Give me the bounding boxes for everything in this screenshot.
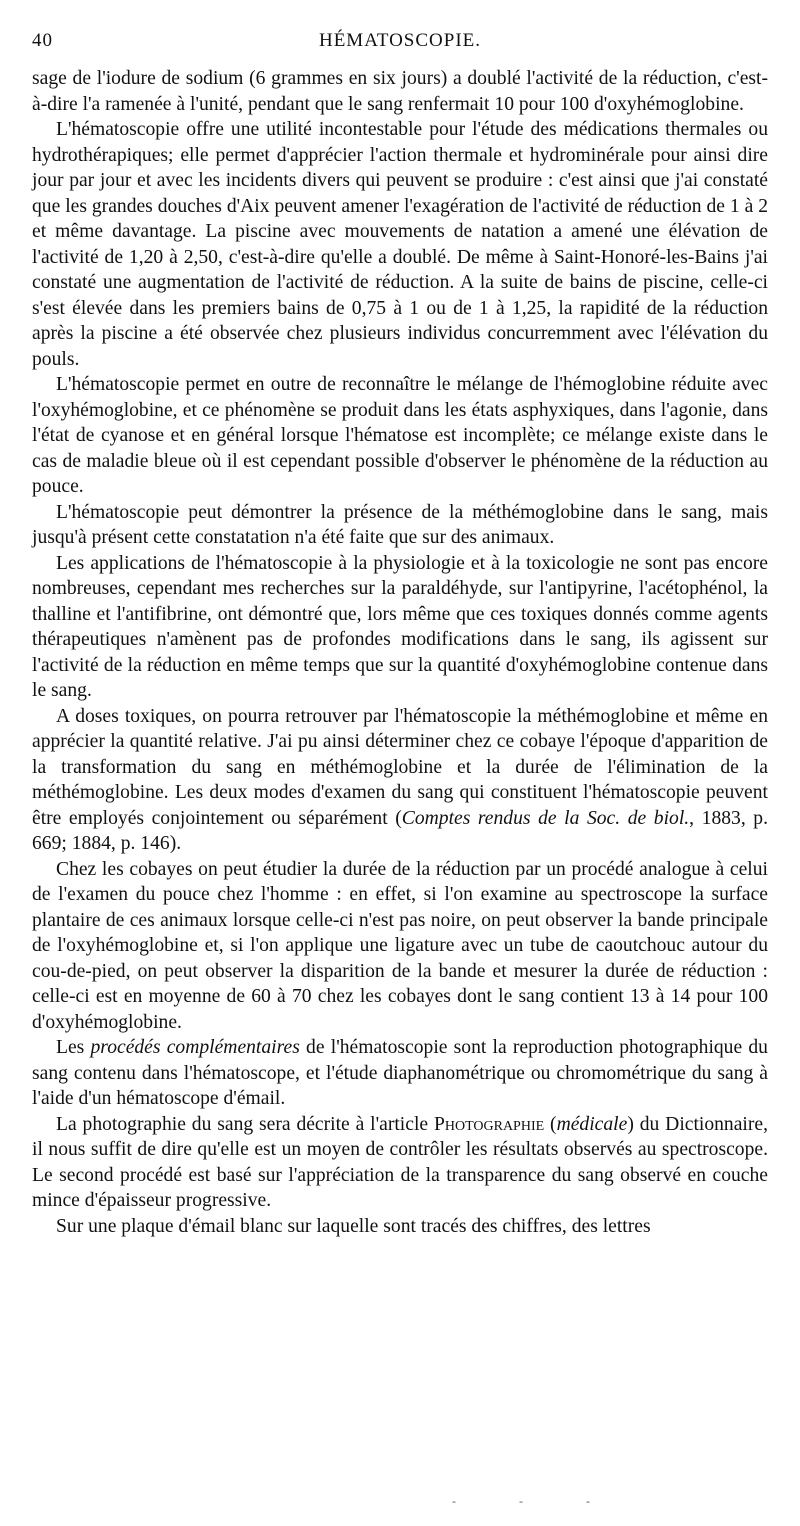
cross-reference-article: Photographie xyxy=(433,1113,545,1135)
emphasis-term: médicale xyxy=(556,1113,628,1135)
paragraph-cobayes xyxy=(32,857,768,1036)
paragraph-text: , 1883, p. 669; 1884, p. 146). xyxy=(32,807,768,854)
paragraph-procedes-complementaires xyxy=(32,1035,768,1112)
citation-title: Comptes rendus de la Soc. de biol. xyxy=(401,807,690,829)
paragraph-text: La photographie du sang sera décrite à l'article xyxy=(56,1113,434,1135)
footer-marks: - - - xyxy=(452,1494,620,1508)
page xyxy=(32,30,768,1239)
running-head xyxy=(32,30,768,60)
page-number: 40 xyxy=(32,30,53,51)
paragraph-text: L'hématoscopie permet en outre de reconnaître le mélange de l'hémoglobine réduite avec l'oxyhémoglobine, et ce phénomène se produit dans les états asphyxiques, dans l'agonie, dans l'état de cyanose et en général lorsque l'hématose est incomplète; ce mélange existe dans le cas de maladie bleue où il est cependant possible d'observer le phénomène de la réduction au pouce. xyxy=(32,374,768,497)
paragraph-text: Les xyxy=(56,1037,91,1058)
paragraph-text: Sur une plaque d'émail blanc sur laquelle sont tracés des chiffres, des lettres xyxy=(56,1215,651,1237)
emphasis-term: procédés complémentaires xyxy=(90,1037,300,1058)
paragraph-methemoglobine xyxy=(32,500,768,551)
paragraph-melange-hemoglobine xyxy=(32,372,768,500)
paragraph-text: L'hématoscopie offre une utilité incontestable pour l'étude des médications thermales ou hydrothérapiques; elle permet d'apprécier l'action thermale et hydrominérale pour ainsi dire jour par jour et avec les incidents divers qui peuvent se produire : c'est ainsi que j'ai constaté que les grandes douches d'Aix peuvent amener l'exagération de l'activité de réduction de 1 à 2 et même davantage. La piscine avec mouvements de natation a amené une élévation de l'activité de 1,20 à 2,50, c'est-à-dire qu'elle a doublé. De même à Saint-Honoré-les-Bains j'ai constaté une augmentation de l'activité de réduction. A la suite de bains de piscine, celle-ci s'est élevée dans les premiers bains de 0,75 à 1 ou de 1 à 1,25, la rapidité de la réduction après la piscine a été observée chez plusieurs individus concurremment avec l'élévation du pouls. xyxy=(32,119,768,370)
paragraph-text: A doses toxiques, on pourra retrouver par l'hématoscopie la méthémoglobine et même en apprécier la quantité relative. J'ai pu ainsi déterminer chez ce cobaye l'époque d'apparition de la transformation du sang en méthémoglobine et la durée de l'élimination de la méthémoglobine. Les deux modes d'examen du sang qui constituent l'hématoscopie peuvent être employés conjointement ou séparément ( xyxy=(32,705,768,829)
paragraph-iodure-continued xyxy=(32,66,768,117)
paragraph-medications-thermales xyxy=(32,117,768,372)
paragraph-text: ( xyxy=(544,1113,557,1135)
paragraph-toxicologie xyxy=(32,551,768,704)
paragraph-photographie xyxy=(32,1112,768,1214)
paragraph-text: sage de l'iodure de sodium (6 grammes en six jours) a doublé l'activité de la réduction, c'est-à-dire l'a ramenée à l'unité, pendant que le sang renfermait 10 pour 100 d'oxyhémoglobine. xyxy=(32,68,768,115)
paragraph-plaque-email xyxy=(32,1214,768,1240)
running-title: HÉMATOSCOPIE. xyxy=(318,30,482,51)
paragraph-text: ) du Dictionnaire, il nous suffit de dire qu'elle est un moyen de contrôler les résultats observés au spectroscope. Le second procédé est basé sur l'appréciation de la transparence du sang observé en couche mince d'épaisseur progressive. xyxy=(32,1113,768,1211)
paragraph-text: de l'hématoscopie sont la reproduction photographique du sang contenu dans l'hématoscope, et l'étude diaphanométrique ou chromométrique du sang à l'aide d'un hématoscope d'émail. xyxy=(32,1037,768,1109)
paragraph-text: Les applications de l'hématoscopie à la physiologie et à la toxicologie ne sont pas encore nombreuses, cependant mes recherches sur la paraldéhyde, sur l'antipyrine, l'acétophénol, la thalline et l'antifibrine, ont démontré que, lors même que ces toxiques donnés comme agents thérapeutiques n'amènent pas de profondes modifications dans le sang, ils agissent sur l'activité de la réduction en même temps que sur la quantité d'oxyhémoglobine contenue dans le sang. xyxy=(32,552,768,701)
paragraph-doses-toxiques xyxy=(32,704,768,857)
paragraph-text: Chez les cobayes on peut étudier la durée de la réduction par un procédé analogue à celui de l'examen du pouce chez l'homme : en effet, si l'on examine au spectroscope la surface plantaire de ces animaux lorsque celle-ci n'est pas noire, on peut observer la bande principale de l'oxyhémoglobine et, si l'on applique une ligature avec un tube de caoutchouc autour du cou-de-pied, on peut observer la disparition de la bande et mesurer la durée de réduction : celle-ci est en moyenne de 60 à 70 chez les cobayes dont le sang contient 13 à 14 pour 100 d'oxyhémoglobine. xyxy=(32,858,768,1033)
body-text xyxy=(32,66,768,1239)
paragraph-text: L'hématoscopie peut démontrer la présence de la méthémoglobine dans le sang, mais jusqu'à présent cette constatation n'a été faite que sur des animaux. xyxy=(32,501,768,548)
